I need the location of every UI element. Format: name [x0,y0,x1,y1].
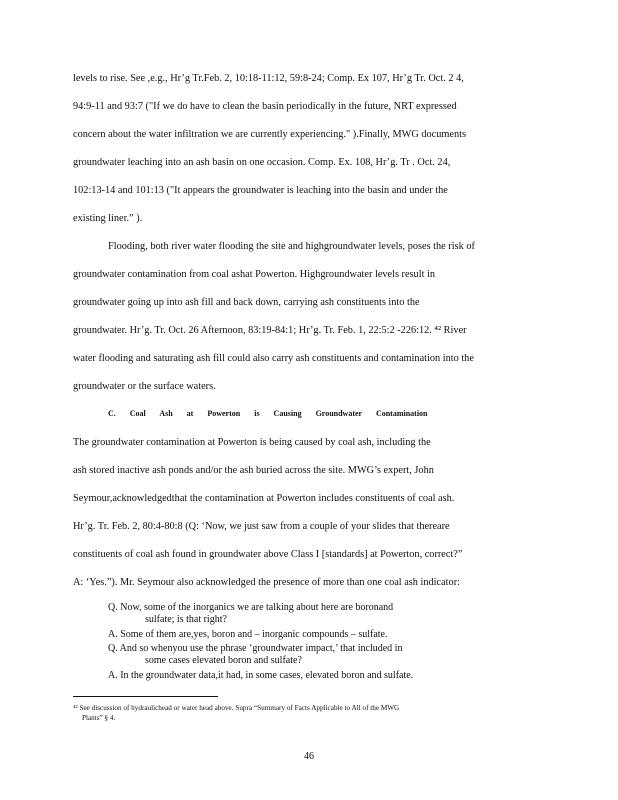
body-line: water flooding and saturating ash fill could also carry ash constituents and contamination into the [73,353,474,364]
body-line: Seymour,acknowledgedthat the contamination at Powerton includes constituents of coal ash. [73,493,455,504]
body-line: Flooding, both river water flooding the site and highgroundwater levels, poses the risk of [108,241,475,252]
footnote-line: Plants” § 4. [82,714,116,722]
body-line: groundwater. Hr’g. Tr. Oct. 26 Afternoon, 83:19-84:1; Hr’g. Tr. Feb. 1, 22:5:2 -226:12. ⁴² River [73,325,467,336]
body-line: groundwater or the surface waters. [73,381,216,392]
body-line: groundwater going up into ash fill and back down, carrying ash constituents into the [73,297,420,308]
body-line: 94:9-11 and 93:7 ("If we do have to clean the basin periodically in the future, NRT expressed [73,101,457,112]
qa-line: some cases elevated boron and sulfate? [145,655,302,666]
body-line: groundwater contamination from coal ashat Powerton. Highgroundwater levels result in [73,269,436,280]
body-line: groundwater leaching into an ash basin on one occasion. Comp. Ex. 108, Hr’g. Tr . Oct. 24, [73,157,451,168]
qa-line: Q. And so whenyou use the phrase ‘groundwater impact,’ that included in [108,643,403,654]
body-line: Hr’g. Tr. Feb. 2, 80:4-80:8 (Q: ‘Now, we just saw from a couple of your slides that thereare [73,521,450,532]
body-line: concern about the water infiltration we are currently experiencing." ).Finally, MWG documents [73,129,466,140]
qa-line: A. In the groundwater data,it had, in some cases, elevated boron and sulfate. [108,670,414,681]
body-line: levels to rise. See ,e.g., Hr’g Tr.Feb. 2, 10:18-11:12, 59:8-24; Comp. Ex 107, Hr’g Tr. Oct. 2 4, [73,73,464,84]
qa-line: Q. Now, some of the inorganics we are talking about here are boronand [108,602,394,613]
qa-line: A. Some of them are,yes, boron and – inorganic compounds – sulfate. [108,629,388,640]
qa-line: sulfate; is that right? [145,614,227,625]
footnote-line: ⁴² See discussion of hydraulichead or water head above. Supra “Summary of Facts Applicable to All of the MWG [73,704,400,712]
body-line: 102:13-14 and 101:13 ("It appears the groundwater is leaching into the basin and under the [73,185,448,196]
body-line: A: ‘Yes.”). Mr. Seymour also acknowledged the presence of more than one coal ash indicator: [73,577,460,588]
page-number: 46 [304,751,314,762]
body-line: existing liner.” ). [73,213,143,224]
body-line: ash stored inactive ash ponds and/or the ash buried across the site. MWG’s expert, John [73,465,434,476]
section-heading: C. Coal Ash at Powerton is Causing Groundwater Contamination [108,409,428,418]
body-line: constituents of coal ash found in groundwater above Class I [standards] at Powerton, correct?” [73,549,463,560]
body-line: The groundwater contamination at Powerton is being caused by coal ash, including the [73,437,431,448]
footnote-divider [73,696,218,697]
